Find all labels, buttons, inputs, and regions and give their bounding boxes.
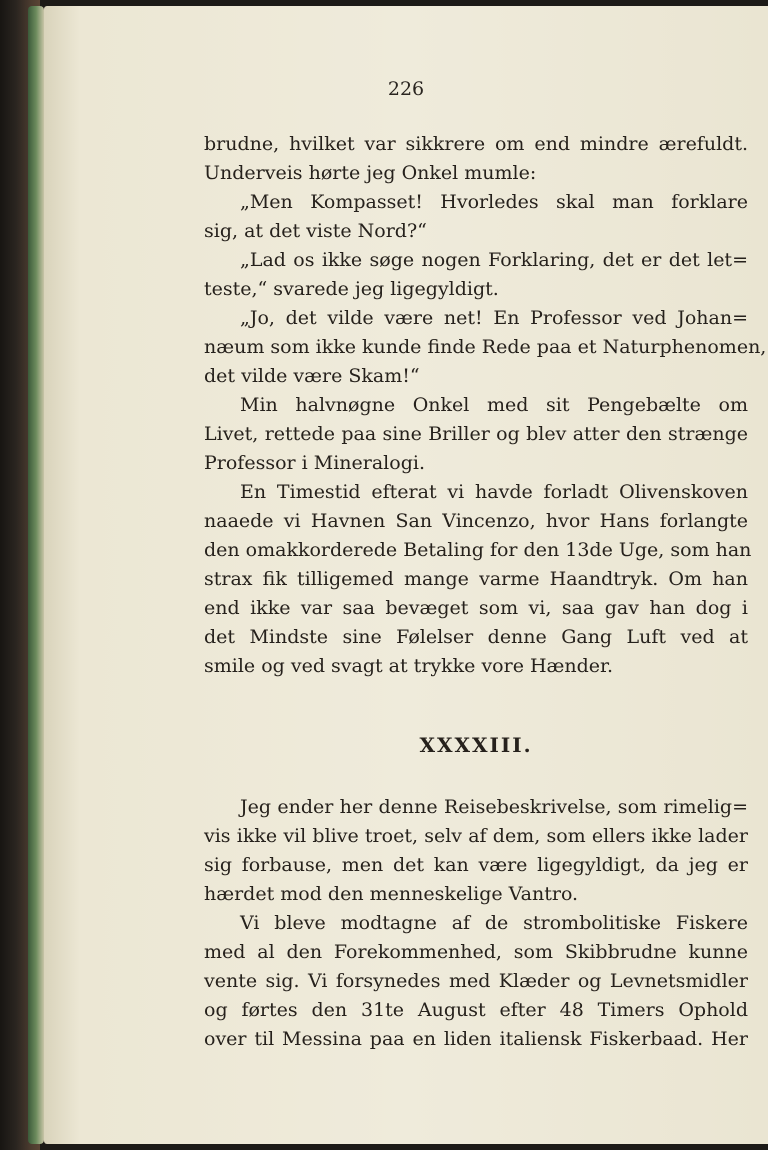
text-line: vente sig. Vi forsynedes med Klæder og Levnetsmidler: [204, 970, 748, 992]
text-line: den omakkorderede Betaling for den 13de Uge, som han: [204, 539, 752, 561]
chapter-heading: XXXXIII.: [419, 733, 533, 757]
text-line: hærdet mod den menneskelige Vantro.: [204, 883, 579, 905]
text-line: Jeg ender her denne Reisebeskrivelse, som rimelig=: [240, 796, 748, 818]
text-line: sig, at det viste Nord?“: [204, 220, 427, 242]
text-line: „Lad os ikke søge nogen Forklaring, det er det let=: [240, 249, 748, 271]
book-cover-edge: [28, 6, 44, 1144]
text-line: Vi bleve modtagne af de strombolitiske Fiskere: [240, 912, 748, 934]
text-line: „Jo, det vilde være net! En Professor ved Johan=: [240, 307, 748, 329]
text-line: end ikke var saa bevæget som vi, saa gav han dog i: [204, 597, 748, 619]
text-line: med al den Forekommenhed, som Skibbrudne kunne: [204, 941, 748, 963]
text-line: En Timestid efterat vi havde forladt Olivenskoven: [240, 481, 748, 503]
text-line: strax fik tilligemed mange varme Haandtryk. Om han: [204, 568, 748, 590]
text-line: næum som ikke kunde finde Rede paa et Naturphenomen,: [204, 336, 767, 358]
page-number: 226: [387, 78, 425, 100]
section-before-chapter: [204, 130, 767, 681]
section-after-chapter: [204, 793, 748, 1054]
text-line: naaede vi Havnen San Vincenzo, hvor Hans forlangte: [204, 510, 748, 532]
text-line: det vilde være Skam!“: [204, 365, 420, 387]
text-line: vis ikke vil blive troet, selv af dem, som ellers ikke lader: [204, 825, 748, 847]
text-line: Professor i Mineralogi.: [204, 452, 425, 474]
book-page: [44, 6, 768, 1144]
text-line: Min halvnøgne Onkel med sit Pengebælte om: [240, 394, 748, 416]
text-line: smile og ved svagt at trykke vore Hænder.: [204, 655, 614, 677]
page-text: [204, 130, 767, 1054]
text-line: over til Messina paa en liden italiensk Fiskerbaad. Her: [204, 1028, 748, 1050]
text-line: brudne, hvilket var sikkrere om end mindre ærefuldt.: [204, 133, 748, 155]
text-line: Livet, rettede paa sine Briller og blev atter den strænge: [204, 423, 748, 445]
text-line: teste,“ svarede jeg ligegyldigt.: [204, 278, 499, 300]
text-line: „Men Kompasset! Hvorledes skal man forklare: [240, 191, 748, 213]
text-line: og førtes den 31te August efter 48 Timers Ophold: [204, 999, 748, 1021]
text-line: det Mindste sine Følelser denne Gang Luft ved at: [204, 626, 748, 648]
text-line: sig forbause, men det kan være ligegyldigt, da jeg er: [204, 854, 748, 876]
text-line: Underveis hørte jeg Onkel mumle:: [204, 162, 537, 184]
